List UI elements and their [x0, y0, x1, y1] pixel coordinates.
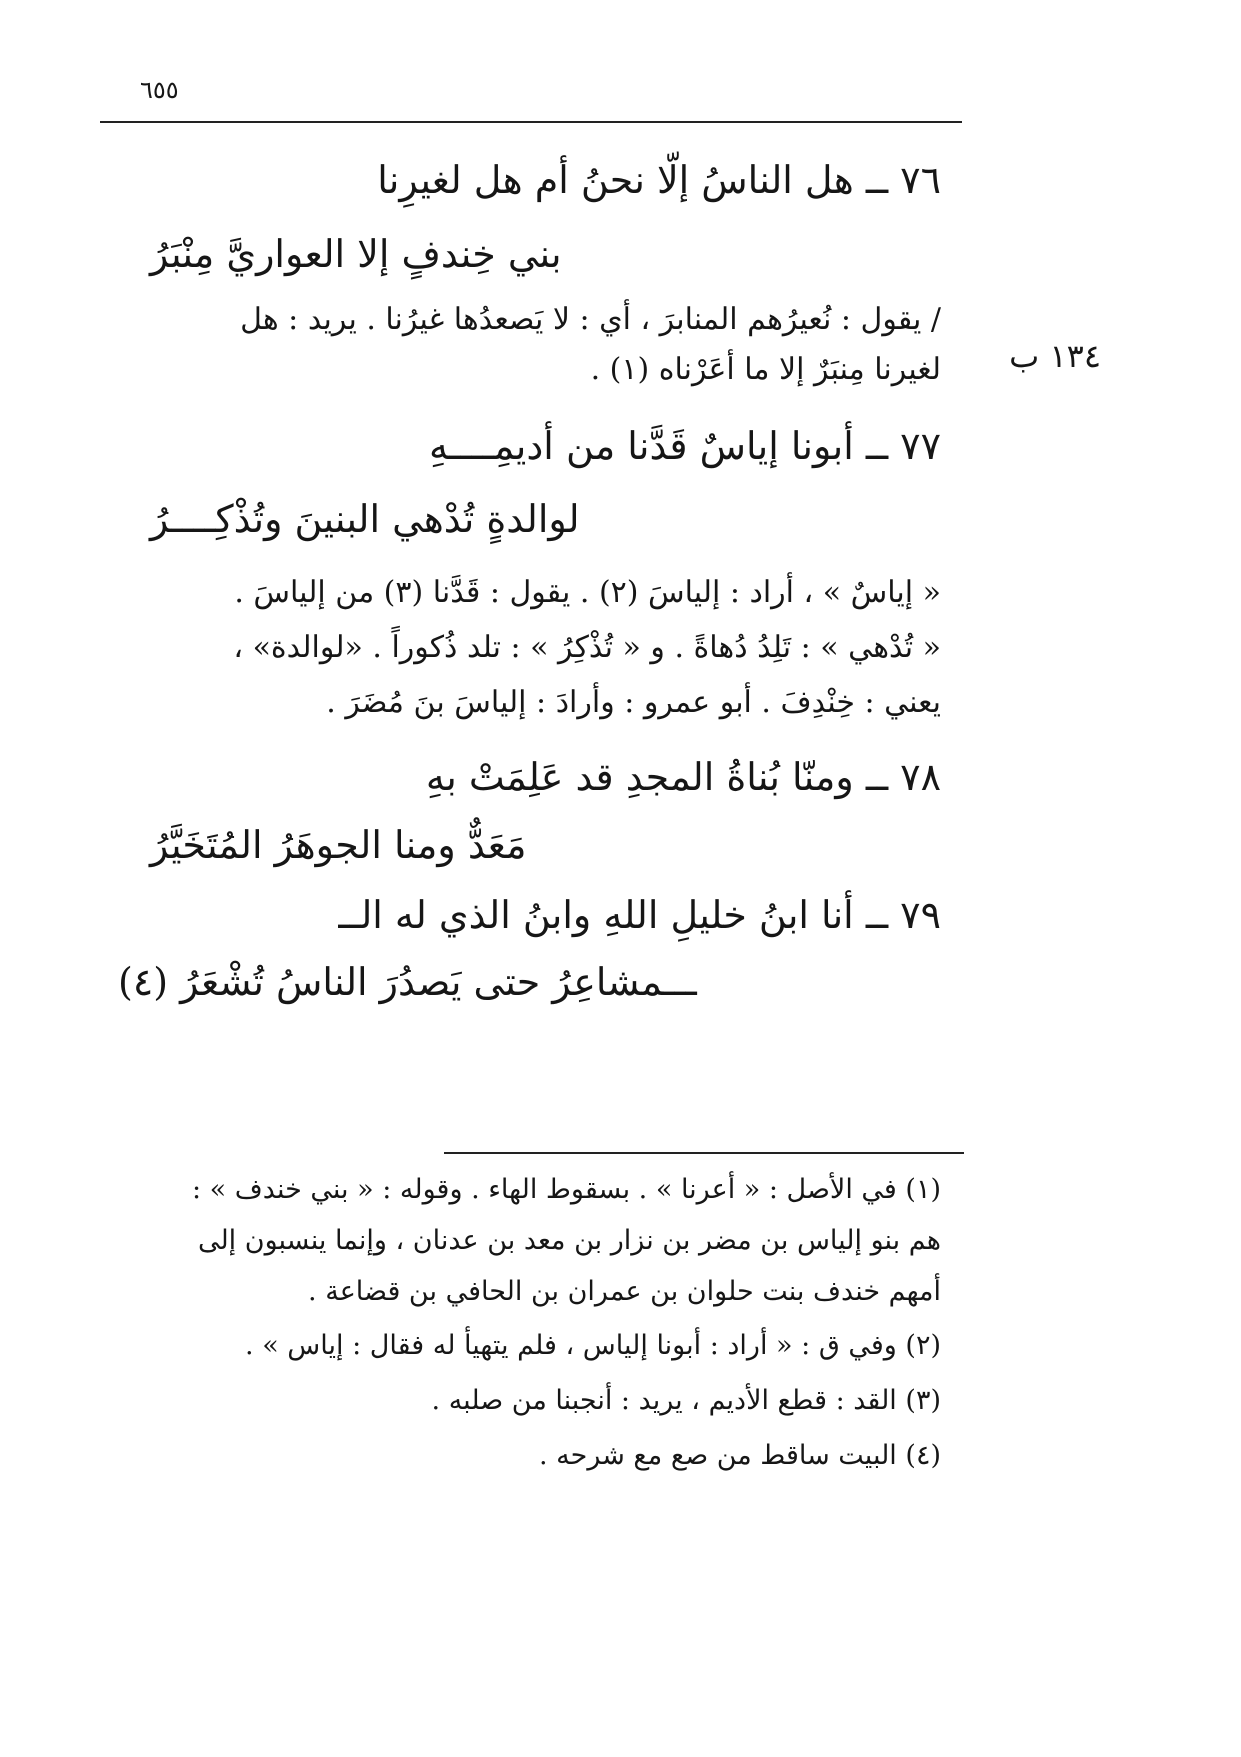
footnote-3: (٣) القد : قطع الأديم ، يريد : أنجبنا من صلبه .: [431, 1385, 941, 1416]
verse-76-first-hemistich: ٧٦ ــ هل الناسُ إلّا نحنُ أم هل لغيرِنا: [377, 158, 941, 202]
commentary-77-line-2: « تُدْهي » : تَلِدُ دُهاةً . و « تُذْكِرُ » : تلد ذُكوراً . «لوالدة» ،: [233, 630, 941, 665]
header-rule: [100, 121, 962, 123]
footnote-4: (٤) البيت ساقط من صع مع شرحه .: [538, 1440, 941, 1471]
page-number: ٦٥٥: [140, 76, 179, 104]
footnote-1-line-2: هم بنو إلياس بن مضر بن نزار بن معد بن عدنان ، وإنما ينسبون إلى: [197, 1225, 941, 1256]
footnote-rule: [444, 1152, 964, 1154]
verse-76-second-hemistich: بني خِندفٍ إلا العواريَّ مِنْبَرُ: [150, 232, 562, 276]
commentary-77-line-3: يعني : خِنْدِفَ . أبو عمرو : وأرادَ : إلياسَ بنَ مُضَرَ .: [326, 685, 941, 720]
commentary-77-line-1: « إياسٌ » ، أراد : إلياسَ (٢) . يقول : قَدَّنا (٣) من إلياسَ .: [234, 575, 941, 610]
footnote-2: (٢) وفي ق : « أراد : أبونا إلياس ، فلم يتهيأ له فقال : إياس » .: [245, 1330, 941, 1361]
footnote-1-line-1: (١) في الأصل : « أعرنا » . بسقوط الهاء . وقوله : « بني خندف » :: [192, 1174, 941, 1205]
verse-77-second-hemistich: لوالدةٍ تُدْهي البنينَ وتُذْكِــــرُ: [150, 497, 580, 541]
footnote-1-line-3: أمهم خندف بنت حلوان بن عمران بن الحافي بن قضاعة .: [308, 1276, 941, 1307]
verse-79-first-hemistich: ٧٩ ــ أنا ابنُ خليلِ اللهِ وابنُ الذي له الــ: [338, 893, 941, 937]
verse-78-first-hemistich: ٧٨ ــ ومنّا بُناةُ المجدِ قد عَلِمَتْ بهِ: [425, 755, 941, 799]
margin-folio-note: ١٣٤ ب: [1009, 337, 1101, 375]
commentary-76-line-1: / يقول : نُعيرُهم المنابرَ ، أي : لا يَصعدُها غيرُنا . يريد : هل: [240, 302, 941, 337]
verse-78-second-hemistich: مَعَدٌّ ومنا الجوهَرُ المُتَخَيَّرُ: [150, 823, 527, 867]
verse-77-first-hemistich: ٧٧ ــ أبونا إياسٌ قَدَّنا من أديمِــــهِ: [428, 424, 941, 468]
verse-79-second-hemistich: ـــمشاعِرُ حتى يَصدُرَ الناسُ تُشْعَرُ (٤): [118, 960, 697, 1004]
commentary-76-line-2: لغيرنا مِنبَرٌ إلا ما أعَرْناه (١) .: [590, 352, 941, 387]
